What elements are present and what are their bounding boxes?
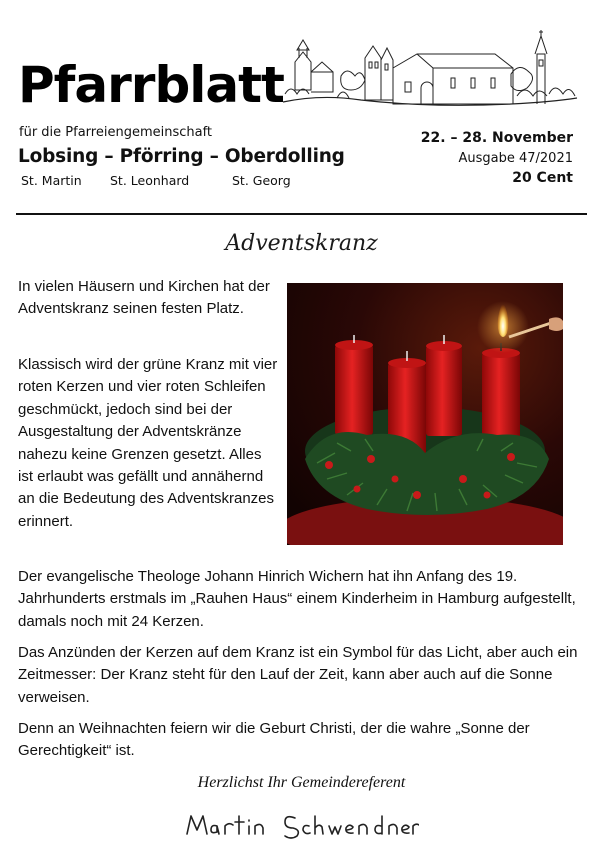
- article-paragraph: Klassisch wird der grüne Kranz mit vier roten Kerzen und vier roten Schleifen geschmückt, jedoch sind bei der Ausgestaltung der Adventskränze nahezu keine Grenzen gesetzt. Alles ist erlaubt was gefällt und annähernd an die Bedeutung des Adventskranzes erinnert.: [18, 356, 278, 530]
- price: 20 Cent: [512, 170, 573, 186]
- church-drawing: [281, 28, 579, 110]
- issue-number: Ausgabe 47/2021: [458, 151, 573, 166]
- newsletter-subtitle: für die Pfarreiengemeinschaft: [19, 125, 213, 140]
- header-divider: [16, 213, 587, 215]
- saint-oberdolling: St. Georg: [232, 173, 291, 188]
- advent-wreath-photo: [287, 283, 563, 545]
- parish-places: Lobsing – Pförring – Oberdolling: [18, 146, 345, 167]
- article-headline: Adventskranz: [225, 231, 378, 256]
- article-paragraph: Denn an Weihnachten feiern wir die Geburt Christi, der die wahre „Sonne der Gerechtigkeit“ ist.: [18, 720, 530, 760]
- article-paragraph: Der evangelische Theologe Johann Hinrich Wichern hat ihn Anfang des 19. Jahrhunderts erstmals im „Rauhen Haus“ einem Kinderheim in Hamburg aufgestellt, damals noch mit 24 Kerzen.: [18, 568, 576, 630]
- closing-line: Herzlichst Ihr Gemeindereferent: [197, 774, 406, 791]
- saint-lobsing: St. Martin: [21, 173, 82, 188]
- handwritten-signature: [183, 804, 419, 844]
- date-range: 22. – 28. November: [420, 130, 573, 146]
- article-paragraph: Das Anzünden der Kerzen auf dem Kranz ist ein Symbol für das Licht, aber auch ein Zeitmesser: Der Kranz steht für den Lauf der Zeit, kann aber auch auf die Sonne verweisen.: [18, 644, 578, 706]
- article-paragraph: In vielen Häusern und Kirchen hat der Adventskranz seinen festen Platz.: [18, 278, 270, 318]
- newsletter-title: Pfarrblatt: [18, 56, 284, 114]
- saint-pfoerring: St. Leonhard: [110, 173, 190, 188]
